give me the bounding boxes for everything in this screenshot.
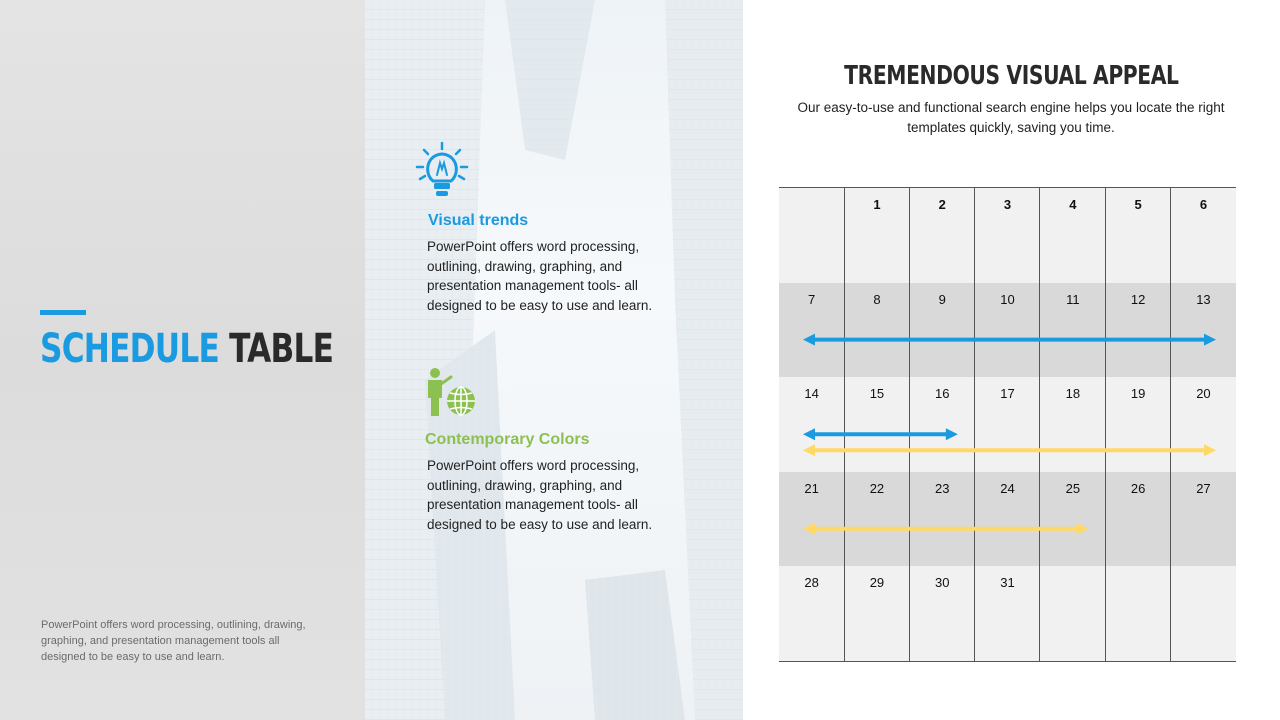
calendar-cell: 19 [1130,386,1146,402]
feature-desc-contemporary-colors: PowerPoint offers word processing, outlining, drawing, graphing, and presentation management tools- all designed to be easy to use and learn. [427,458,653,532]
feature-desc-visual-trends: PowerPoint offers word processing, outlining, drawing, graphing, and presentation management tools- all designed to be easy to use and learn. [427,239,653,313]
calendar-cell: 18 [1065,386,1081,402]
calendar-cell: 4 [1069,197,1077,212]
left-panel [0,0,365,720]
calendar-cell: 13 [1196,291,1211,307]
slide-title [40,322,333,376]
calendar-cell: 24 [1000,480,1015,496]
calendar-cell: 12 [1130,291,1146,307]
calendar-cell: 16 [935,386,950,402]
arrow-right-icon [1204,444,1216,456]
calendar-cell: 20 [1196,386,1211,402]
arrow-left-icon [803,428,815,440]
calendar-cell: 26 [1130,480,1146,496]
slide-title-part1: SCHEDULE [40,326,219,372]
schedule-calendar [779,187,1236,662]
calendar-cell: 9 [938,291,946,307]
feature-title-visual-trends: Visual trends [428,212,529,229]
arrow-left-icon [803,444,815,456]
calendar-cell: 30 [935,575,950,591]
slide-title-part2: TABLE [229,326,334,372]
calendar-cell: 15 [869,386,885,402]
left-note: PowerPoint offers word processing, outlining, drawing, graphing, and presentation management tools all designed to be easy to use and learn. [41,619,306,664]
calendar-cell: 6 [1199,197,1208,212]
calendar-cell: 31 [1000,575,1015,591]
arrow-right-icon [1204,334,1216,346]
arrow-left-icon [803,334,815,346]
calendar-cell: 23 [935,480,950,496]
calendar-cell: 10 [1000,291,1015,307]
calendar-cell: 17 [1000,386,1015,402]
title-accent-bar [40,310,86,315]
calendar-cell: 11 [1066,291,1080,307]
calendar-cell: 3 [1003,197,1012,212]
skyscraper-background-image [365,0,743,720]
section-heading [780,58,1242,94]
calendar-cell: 21 [804,480,819,496]
presenter-globe-icon [425,368,479,423]
lightbulb-icon [414,141,470,204]
calendar-cell: 2 [938,197,946,212]
calendar-cell: 22 [869,480,885,496]
calendar-cell: 14 [804,386,819,402]
calendar-cell: 27 [1196,480,1211,496]
calendar-cell: 5 [1134,197,1142,212]
calendar-cell: 28 [804,575,819,591]
schedule-span-arrow [803,428,958,440]
skyscraper-illustration [365,0,743,720]
schedule-span-arrow [803,444,1216,456]
section-heading-text: TREMENDOUS VISUAL APPEAL [843,61,1179,91]
arrow-right-icon [946,428,958,440]
calendar-cell: 25 [1065,480,1081,496]
arrow-left-icon [803,523,815,535]
calendar-cell: 1 [873,197,881,212]
schedule-spans-layer [779,188,1236,661]
section-subtitle: Our easy-to-use and functional search engine helps you locate the right templates quickly, saving you time. [797,100,1225,135]
schedule-span-arrow [803,334,1216,346]
schedule-span-arrow [803,523,1088,535]
arrow-right-icon [1076,523,1088,535]
calendar-cell: 29 [869,575,885,591]
feature-title-contemporary-colors: Contemporary Colors [425,431,590,448]
calendar-cell: 7 [808,291,816,307]
calendar-cell: 8 [873,291,881,307]
